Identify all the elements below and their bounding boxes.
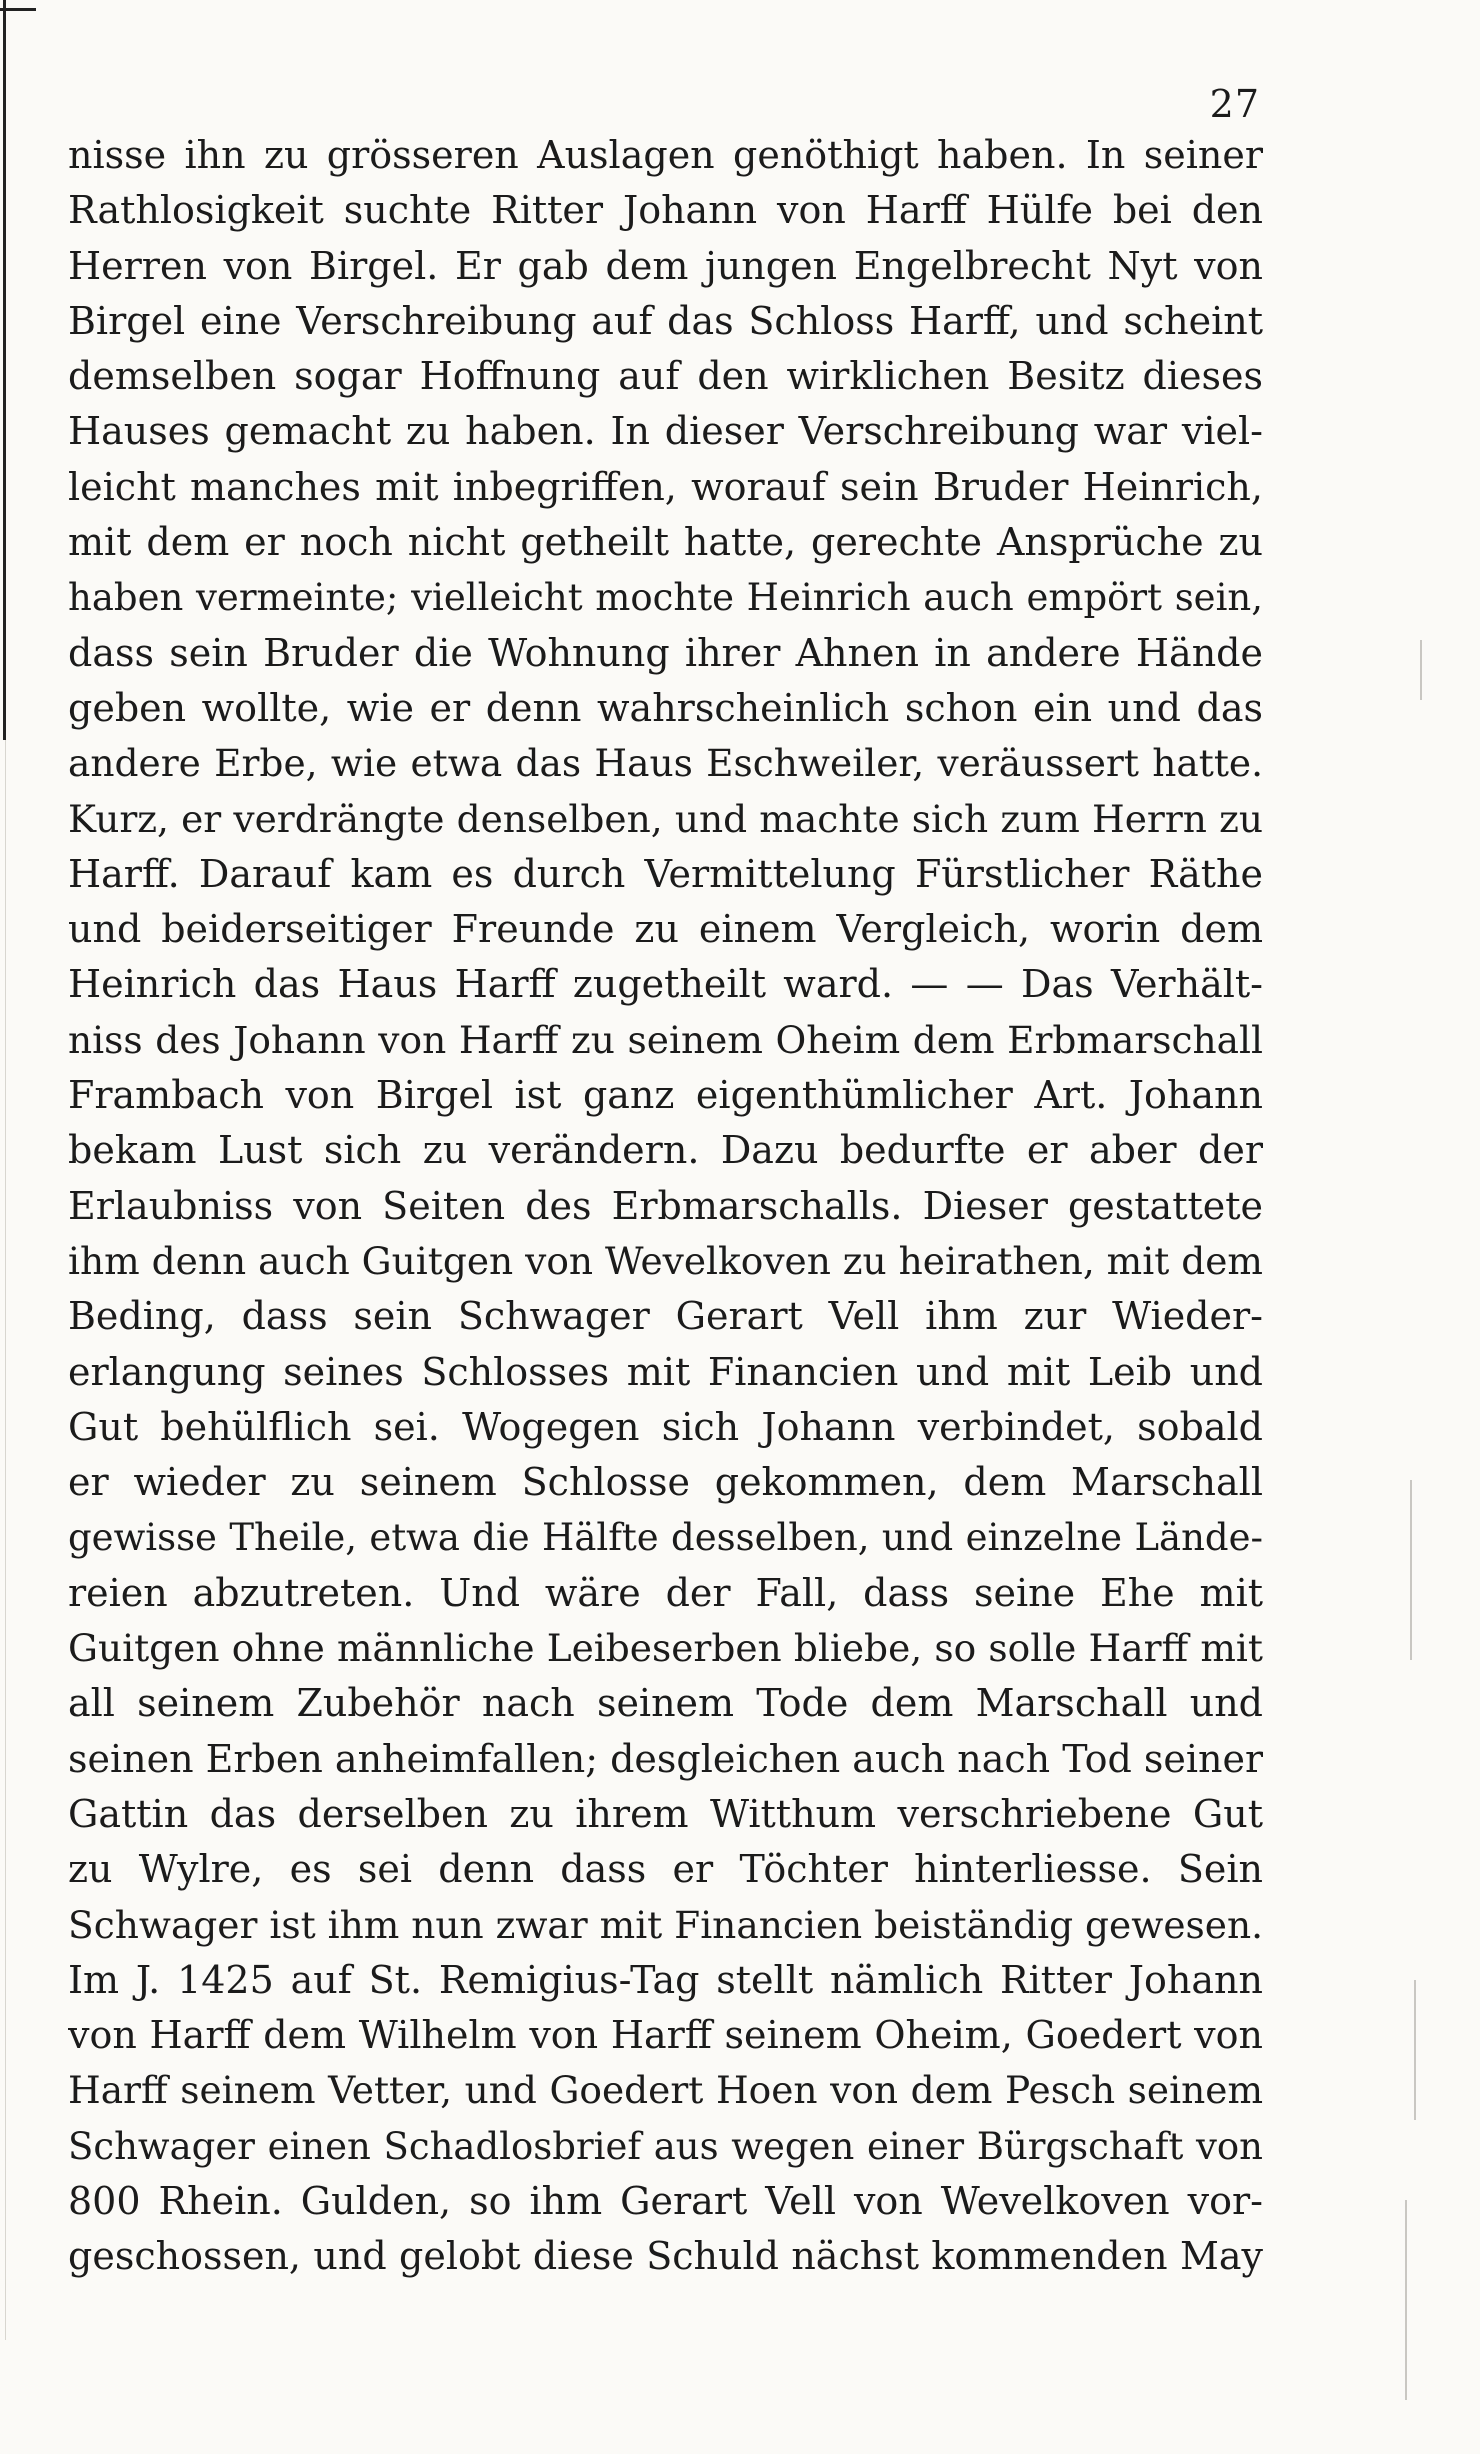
text-line: zu Wylre, es sei denn dass er Töchter hinterliesse. Sein — [68, 1847, 1263, 1892]
text-line: reien abzutreten. Und wäre der Fall, dass seine Ehe mit — [68, 1570, 1263, 1615]
text-line: andere Erbe, wie etwa das Haus Eschweiler, veräussert hatte. — [68, 741, 1263, 786]
text-line: Harff. Darauf kam es durch Vermittelung Fürstlicher Räthe — [68, 851, 1263, 896]
text-line: geben wollte, wie er denn wahrscheinlich schon ein und das — [68, 685, 1263, 730]
text-line: Birgel eine Verschreibung auf das Schloss Harff, und scheint — [68, 298, 1263, 343]
text-line: Harff seinem Vetter, und Goedert Hoen von dem Pesch seinem — [68, 2068, 1263, 2113]
page-edge-corner — [0, 8, 36, 11]
text-line: Erlaubniss von Seiten des Erbmarschalls. Dieser gestattete — [68, 1183, 1263, 1228]
page-edge-shadow — [5, 740, 6, 2340]
text-line: und beiderseitiger Freunde zu einem Vergleich, worin dem — [68, 907, 1263, 952]
text-line: Rathlosigkeit suchte Ritter Johann von Harff Hülfe bei den — [68, 188, 1263, 233]
page-number: 27 — [1209, 82, 1260, 126]
text-line: gewisse Theile, etwa die Hälfte desselben, und einzelne Lände- — [68, 1516, 1263, 1560]
margin-mark — [1414, 1980, 1416, 2120]
margin-mark — [1405, 2200, 1407, 2400]
text-line: haben vermeinte; vielleicht mochte Heinrich auch empört sein, — [68, 576, 1263, 620]
text-line: Gattin das derselben zu ihrem Witthum verschriebene Gut — [68, 1791, 1263, 1836]
text-line: von Harff dem Wilhelm von Harff seinem Oheim, Goedert von — [68, 2013, 1263, 2058]
text-line: ihm denn auch Guitgen von Wevelkoven zu heirathen, mit dem — [68, 1238, 1263, 1283]
text-line: niss des Johann von Harff zu seinem Oheim dem Erbmarschall — [68, 1017, 1263, 1062]
margin-mark — [1410, 1480, 1412, 1660]
text-line: Guitgen ohne männliche Leibeserben bliebe, so solle Harff mit — [68, 1626, 1263, 1671]
text-line: demselben sogar Hoffnung auf den wirklichen Besitz dieses — [68, 354, 1263, 399]
text-line: Schwager einen Schadlosbrief aus wegen einer Bürgschaft von — [68, 2124, 1263, 2168]
body-text — [68, 128, 1263, 2285]
text-line: dass sein Bruder die Wohnung ihrer Ahnen in andere Hände — [68, 630, 1263, 675]
text-line: Beding, dass sein Schwager Gerart Vell ihm zur Wieder- — [68, 1294, 1263, 1339]
text-line: Gut behülflich sei. Wogegen sich Johann verbindet, sobald — [68, 1404, 1263, 1449]
text-line: Herren von Birgel. Er gab dem jungen Engelbrecht Nyt von — [68, 243, 1263, 288]
text-line: bekam Lust sich zu verändern. Dazu bedurfte er aber der — [68, 1128, 1263, 1173]
text-line: leicht manches mit inbegriffen, worauf sein Bruder Heinrich, — [68, 464, 1263, 509]
text-line: er wieder zu seinem Schlosse gekommen, dem Marschall — [68, 1460, 1263, 1505]
margin-mark — [1420, 640, 1422, 700]
text-line: seinen Erben anheimfallen; desgleichen auch nach Tod seiner — [68, 1736, 1263, 1781]
text-line: mit dem er noch nicht getheilt hatte, gerechte Ansprüche zu — [68, 520, 1263, 565]
text-line: geschossen, und gelobt diese Schuld nächst kommenden May — [68, 2234, 1263, 2279]
text-line: 800 Rhein. Gulden, so ihm Gerart Vell von Wevelkoven vor- — [68, 2178, 1263, 2223]
text-line: Kurz, er verdrängte denselben, und machte sich zum Herrn zu — [68, 796, 1263, 841]
text-line: Schwager ist ihm nun zwar mit Financien beiständig gewesen. — [68, 1902, 1263, 1947]
text-line: erlangung seines Schlosses mit Financien und mit Leib und — [68, 1349, 1263, 1394]
text-line: nisse ihn zu grösseren Auslagen genöthigt haben. In seiner — [68, 133, 1263, 177]
text-line: Frambach von Birgel ist ganz eigenthümlicher Art. Johann — [68, 1073, 1263, 1118]
text-line: Hauses gemacht zu haben. In dieser Verschreibung war viel- — [68, 409, 1263, 454]
text-line: Heinrich das Haus Harff zugetheilt ward. — — Das Verhält- — [68, 962, 1263, 1007]
text-line: Im J. 1425 auf St. Remigius-Tag stellt nämlich Ritter Johann — [68, 1957, 1263, 2002]
text-line: all seinem Zubehör nach seinem Tode dem Marschall und — [68, 1681, 1263, 1726]
page-edge-line — [3, 0, 6, 740]
